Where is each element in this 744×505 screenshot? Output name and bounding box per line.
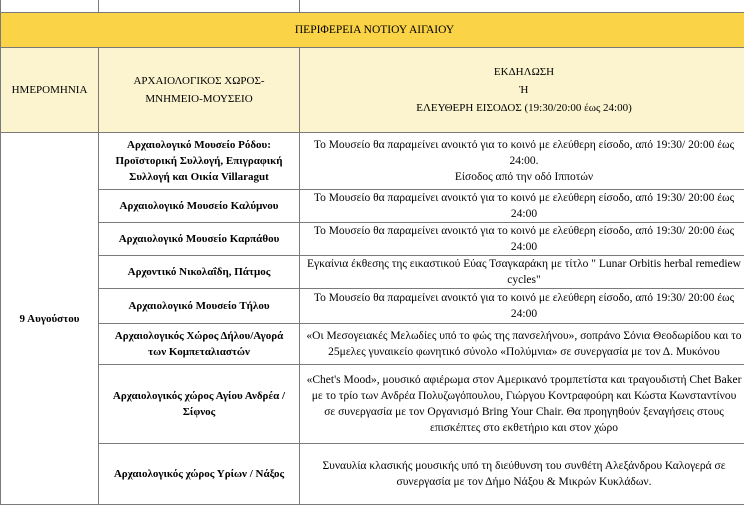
stub-cell (99, 0, 300, 13)
table-row (1, 324, 744, 365)
event-cell: Το Μουσείο θα παραμείνει ανοικτό για το κοινό με ελεύθερη είσοδο, από 19:30/ 20:00 έως 24:00 (300, 223, 744, 256)
event-cell (300, 133, 744, 190)
header-event-line2: Ή (306, 81, 742, 99)
header-row (1, 48, 744, 133)
table-row (1, 190, 744, 223)
event-cell: «Chet's Mood», μουσικό αφιέρωμα στον Αμερικανό τρομπετίστα και τραγουδιστή Chet Baker με το τρίο των Ανδρέα Πολυζωγόπουλου, Γιώργου Κοντραφούρη και Κώστα Κωνσταντίνου σε συνεργασία με τον Οργανισμό Bring Your Chair. Θα προηγηθούν ξεναγήσεις στους επισκέπτες στο εκθετήριο και στον χώρο (300, 365, 744, 444)
event-text: Το Μουσείο θα παραμείνει ανοικτό για το κοινό με ελεύθερη είσοδο, από 19:30/ 20:00 έως 24:00. (306, 137, 742, 169)
site-cell: Αρχαιολογικό Μουσείο Καλύμνου (99, 190, 300, 223)
table-row (1, 133, 744, 190)
stub-cell (1, 0, 99, 13)
site-cell: Αρχαιολογικό Μουσείο Τήλου (99, 289, 300, 324)
event-cell: «Οι Μεσογειακές Μελωδίες υπό το φώς της πανσελήνου», σοπράνο Σόνια Θεοδωρίδου και το 25μελες γυναικείο φωνητικό σύνολο «Πολύμνια» σε συνεργασία με τον Δ. Μυκόνου (300, 324, 744, 365)
event-cell: Εγκαίνια έκθεσης της εικαστικού Εύας Τσαγκαράκη με τίτλο " Lunar Orbitis herbal remediew cycles" (300, 256, 744, 289)
table-row (1, 444, 744, 505)
event-cell: Το Μουσείο θα παραμείνει ανοικτό για το κοινό με ελεύθερη είσοδο, από 19:30/ 20:00 έως 24:00 (300, 190, 744, 223)
table-row (1, 289, 744, 324)
site-cell: Αρχοντικό Νικολαΐδη, Πάτμος (99, 256, 300, 289)
site-cell: Αρχαιολογικό Μουσείο Ρόδου: Προϊστορική Συλλογή, Επιγραφική Συλλογή και Οικία Villaragut (99, 133, 300, 190)
site-cell: Αρχαιολογικός Χώρος Δήλου/Αγορά των Κομπεταλιαστών (99, 324, 300, 365)
site-cell: Αρχαιολογικό Μουσείο Καρπάθου (99, 223, 300, 256)
site-cell: Αρχαιολογικός χώρος Υρίων / Νάξος (99, 444, 300, 505)
header-event (300, 48, 744, 133)
header-site-line1: ΑΡΧΑΙΟΛΟΓΙΚΟΣ ΧΩΡΟΣ- (105, 72, 293, 90)
site-cell: Αρχαιολογικός χώρος Αγίου Ανδρέα / Σίφνος (99, 365, 300, 444)
table-row (1, 365, 744, 444)
stub-cell (300, 0, 744, 13)
table-top-stub-row (1, 0, 744, 13)
event-text-2: Είσοδος από την οδό Ιπποτών (306, 169, 742, 185)
header-site-line2: ΜΝΗΜΕΙΟ-ΜΟΥΣΕΙΟ (105, 90, 293, 108)
header-event-line1: ΕΚΔΗΛΩΣΗ (306, 63, 742, 81)
region-row (1, 13, 744, 48)
region-title: ΠΕΡΙΦΕΡΕΙΑ ΝΟΤΙΟΥ ΑΙΓΑΙΟΥ (1, 13, 744, 48)
header-date: ΗΜΕΡΟΜΗΝΙΑ (1, 48, 99, 133)
event-cell: Το Μουσείο θα παραμείνει ανοικτό για το κοινό με ελεύθερη είσοδο, από 19:30/ 20:00 έως 24:00 (300, 289, 744, 324)
table-row (1, 256, 744, 289)
header-event-line3: ΕΛΕΥΘΕΡΗ ΕΙΣΟΔΟΣ (19:30/20:00 έως 24:00) (306, 99, 742, 117)
event-cell: Συναυλία κλασικής μουσικής υπό τη διεύθυνση του συνθέτη Αλεξάνδρου Καλογερά σε συνεργασία με τον Δήμο Νάξου & Μικρών Κυκλάδων. (300, 444, 744, 505)
table-row (1, 223, 744, 256)
date-cell: 9 Αυγούστου (1, 133, 99, 505)
header-site (99, 48, 300, 133)
